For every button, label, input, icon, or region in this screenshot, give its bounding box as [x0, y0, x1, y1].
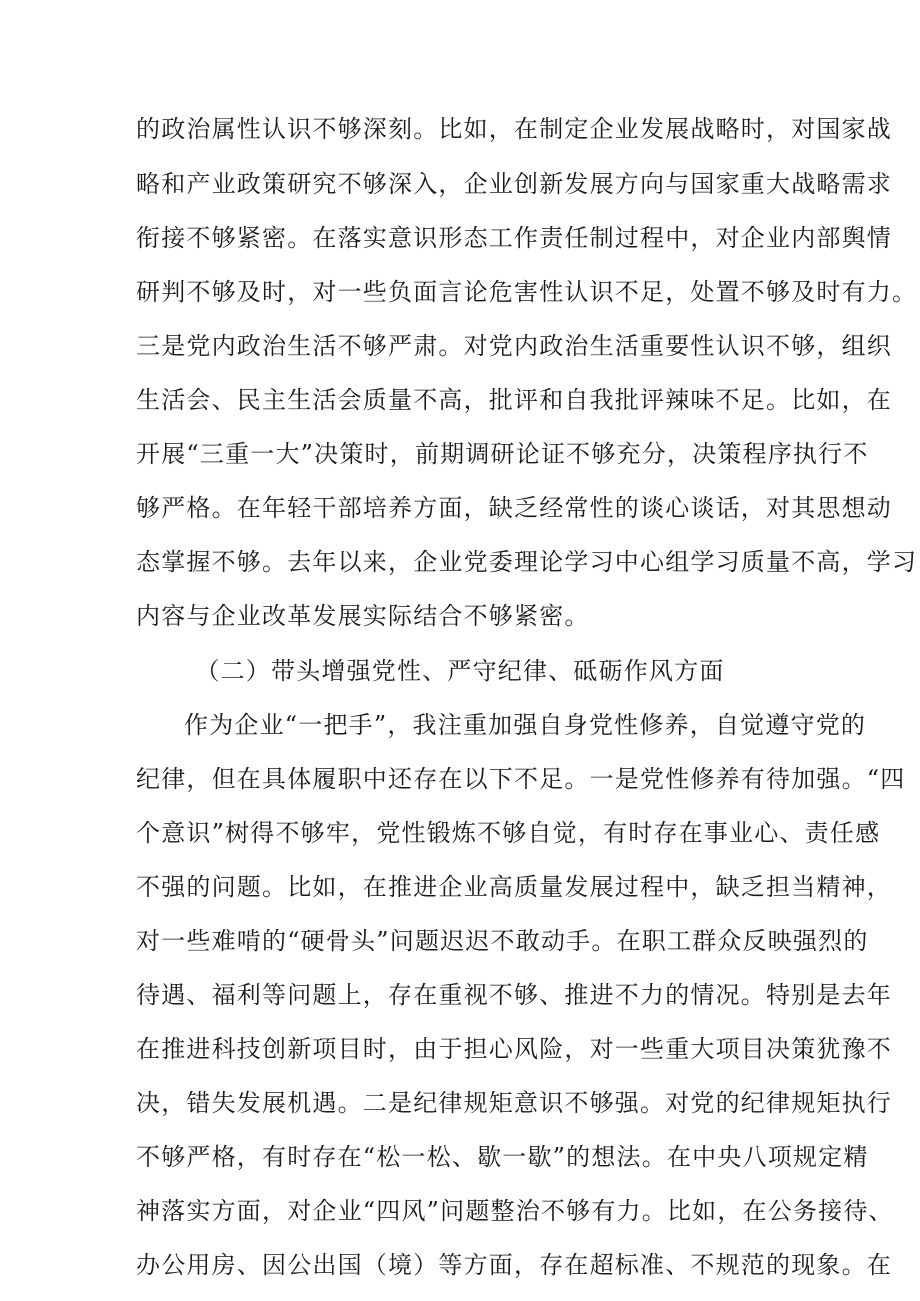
paragraph-line: 神落实方面，对企业“四风”问题整治不够有力。比如，在公务接待、: [136, 1197, 894, 1225]
section-heading: （二）带头增强党性、严守纪律、砥砺作风方面: [195, 657, 725, 685]
paragraph-line: 的政治属性认识不够深刻。比如，在制定企业发展战略时，对国家战: [136, 115, 892, 143]
paragraph-line: 个意识”树得不够牢，党性锻炼不够自觉，有时存在事业心、责任感: [136, 819, 881, 847]
paragraph-line: 对一些难啃的“硬骨头”问题迟迟不敢动手。在职工群众反映强烈的: [136, 927, 869, 955]
paragraph-line: 态掌握不够。去年以来，企业党委理论学习中心组学习质量不高，学习: [136, 548, 918, 576]
paragraph-line: 待遇、福利等问题上，存在重视不够、推进不力的情况。特别是去年: [136, 981, 892, 1009]
paragraph-line: 三是党内政治生活不够严肃。对党内政治生活重要性认识不够，组织: [136, 332, 892, 360]
paragraph-line: 纪律，但在具体履职中还存在以下不足。一是党性修养有待加强。“四: [136, 765, 906, 793]
paragraph-line: 在推进科技创新项目时，由于担心风险，对一些重大项目决策犹豫不: [136, 1035, 892, 1063]
paragraph-line: 不强的问题。比如，在推进企业高质量发展过程中，缺乏担当精神，: [136, 873, 892, 901]
paragraph-line: 决，错失发展机遇。二是纪律规矩意识不够强。对党的纪律规矩执行: [136, 1089, 892, 1117]
paragraph-line: 略和产业政策研究不够深入，企业创新发展方向与国家重大战略需求: [136, 170, 892, 198]
paragraph-line: 作为企业“一把手”，我注重加强自身党性修养，自觉遵守党的: [184, 711, 867, 739]
paragraph-line: 内容与企业改革发展实际结合不够紧密。: [136, 602, 590, 630]
paragraph-line: 办公用房、因公出国（境）等方面，存在超标准、不规范的现象。在: [136, 1251, 892, 1279]
paragraph-line: 开展“三重一大”决策时，前期调研论证不够充分，决策程序执行不: [136, 440, 869, 468]
paragraph-line: 不够严格，有时存在“松一松、歇一歇”的想法。在中央八项规定精: [136, 1143, 869, 1171]
paragraph-line: 生活会、民主生活会质量不高，批评和自我批评辣味不足。比如，在: [136, 386, 892, 414]
paragraph-line: 研判不够及时，对一些负面言论危害性认识不足，处置不够及时有力。: [136, 278, 918, 306]
paragraph-line: 衔接不够紧密。在落实意识形态工作责任制过程中，对企业内部舆情: [136, 224, 892, 252]
paragraph-line: 够严格。在年轻干部培养方面，缺乏经常性的谈心谈话，对其思想动: [136, 494, 892, 522]
